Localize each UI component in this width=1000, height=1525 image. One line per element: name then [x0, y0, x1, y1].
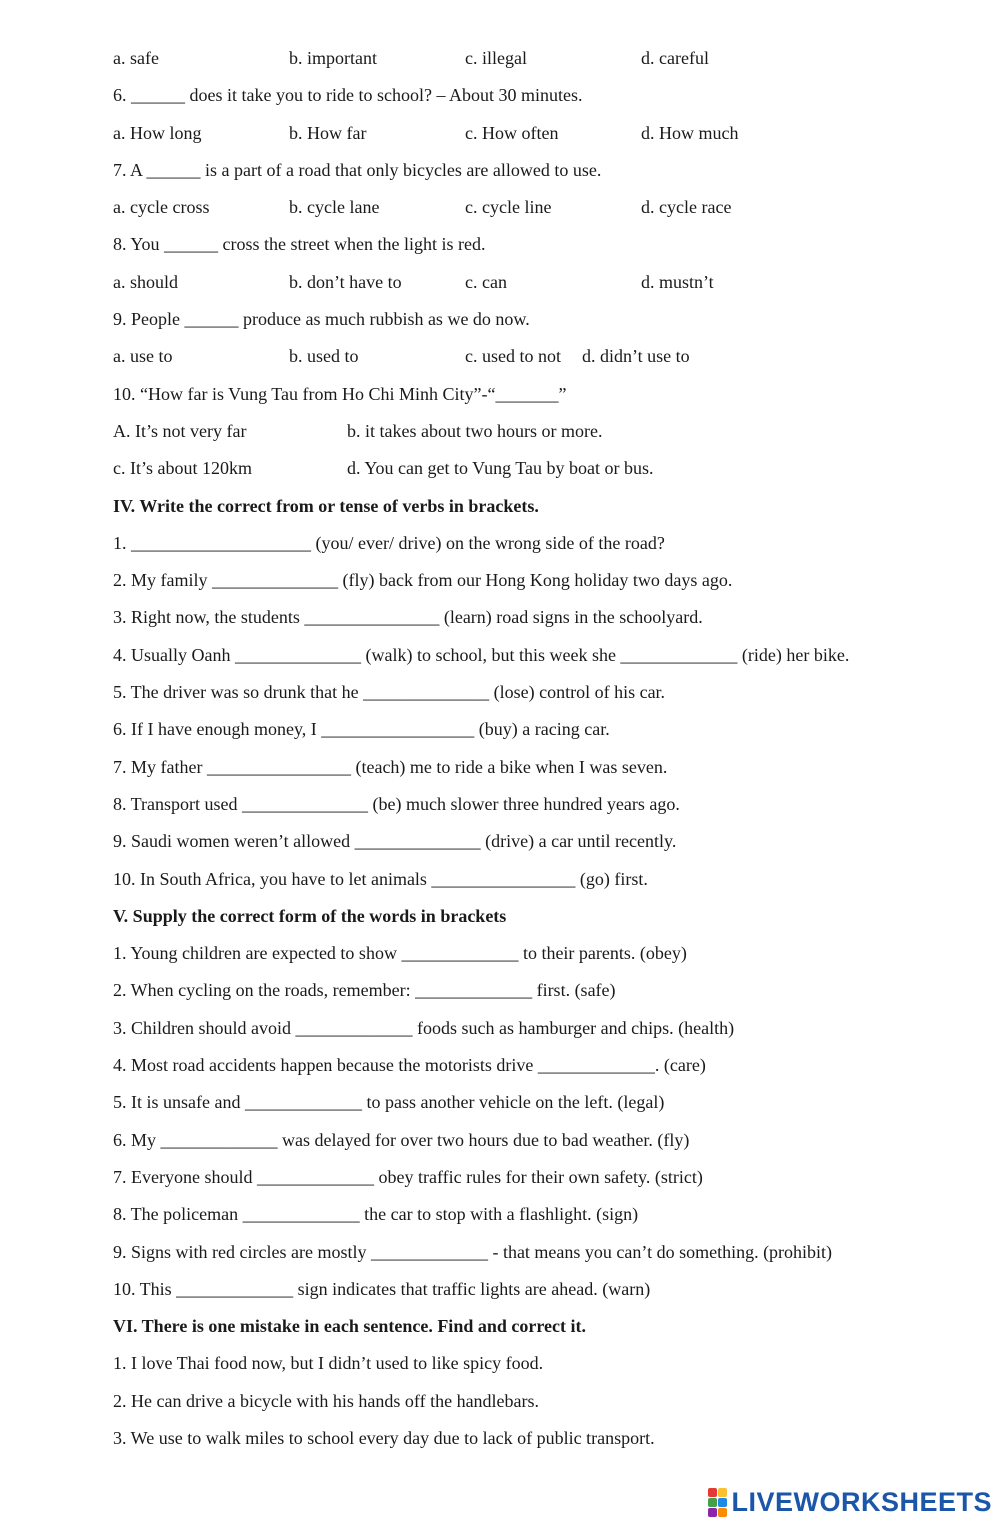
q6-options	[113, 115, 973, 152]
section-iv-item: 7. My father ________________ (teach) me to ride a bike when I was seven.	[113, 756, 668, 777]
q10-option-a: A. It’s not very far	[113, 420, 247, 441]
q9-option-a: a. use to	[113, 346, 173, 367]
section-iv-item: 10. In South Africa, you have to let animals ________________ (go) first.	[113, 868, 648, 889]
logo-square	[708, 1488, 717, 1497]
worksheet-page	[113, 40, 973, 1457]
section-v-item: 8. The policeman _____________ the car to stop with a flashlight. (sign)	[113, 1204, 639, 1225]
q10-question: 10. “How far is Vung Tau from Ho Chi Minh City”-“_______”	[113, 383, 567, 404]
section-iv-item: 2. My family ______________ (fly) back from our Hong Kong holiday two days ago.	[113, 570, 733, 591]
q10-option-c: c. It’s about 120km	[113, 458, 252, 479]
logo-square	[708, 1498, 717, 1507]
logo-square	[708, 1508, 717, 1517]
section-iv-item: 6. If I have enough money, I _________________ (buy) a racing car.	[113, 719, 610, 740]
q9-option-d: d. didn’t use to	[582, 346, 690, 367]
logo-square	[718, 1488, 727, 1497]
q5-option-b: b. important	[289, 48, 377, 68]
q5-option-a: a. safe	[113, 48, 159, 68]
q6-question: 6. ______ does it take you to ride to school? – About 30 minutes.	[113, 85, 583, 106]
q7-option-a: a. cycle cross	[113, 197, 210, 218]
logo-text: LIVEWORKSHEETS	[731, 1486, 992, 1517]
q9-option-c: c. used to not	[465, 346, 561, 367]
section-v-item: 9. Signs with red circles are mostly _____________ - that means you can’t do something. (prohibit)	[113, 1241, 833, 1262]
section-v-item: 1. Young children are expected to show _____________ to their parents. (obey)	[113, 943, 687, 964]
q9-option-b: b. used to	[289, 346, 359, 367]
section-vi-item: 1. I love Thai food now, but I didn’t used to like spicy food.	[113, 1353, 544, 1374]
q10-options-row-2	[113, 450, 973, 487]
q7-option-b: b. cycle lane	[289, 197, 380, 218]
section-v-item: 2. When cycling on the roads, remember: _____________ first. (safe)	[113, 980, 616, 1001]
q10-option-d: d. You can get to Vung Tau by boat or bus.	[347, 458, 654, 479]
q8-option-a: a. should	[113, 271, 178, 292]
q6-option-b: b. How far	[289, 122, 367, 143]
q8-question: 8. You ______ cross the street when the light is red.	[113, 234, 486, 255]
q5-options	[113, 40, 973, 77]
q10-option-b: b. it takes about two hours or more.	[347, 420, 603, 441]
q8-option-d: d. mustn’t	[641, 271, 714, 292]
q9-options	[113, 338, 973, 375]
q8-option-b: b. don’t have to	[289, 271, 402, 292]
section-iv-heading: IV. Write the correct from or tense of verbs in brackets.	[113, 495, 539, 516]
liveworksheets-logo[interactable]	[708, 1485, 992, 1519]
q6-option-d: d. How much	[641, 122, 739, 143]
section-v-heading: V. Supply the correct form of the words in brackets	[113, 905, 507, 926]
section-v-item: 3. Children should avoid _____________ foods such as hamburger and chips. (health)	[113, 1017, 735, 1038]
section-iv-item: 9. Saudi women weren’t allowed ______________ (drive) a car until recently.	[113, 831, 677, 852]
section-iv-item: 5. The driver was so drunk that he ______________ (lose) control of his car.	[113, 682, 666, 703]
q6-option-a: a. How long	[113, 122, 202, 143]
q5-option-d: d. careful	[641, 48, 709, 68]
section-v-item: 10. This _____________ sign indicates that traffic lights are ahead. (warn)	[113, 1278, 651, 1299]
section-iv-item: 1. ____________________ (you/ ever/ drive) on the wrong side of the road?	[113, 532, 665, 553]
section-vi-heading: VI. There is one mistake in each sentence. Find and correct it.	[113, 1316, 586, 1337]
logo-square	[718, 1498, 727, 1507]
section-iv-item: 8. Transport used ______________ (be) much slower three hundred years ago.	[113, 793, 680, 814]
logo-square	[718, 1508, 727, 1517]
section-v-item: 6. My _____________ was delayed for over two hours due to bad weather. (fly)	[113, 1129, 690, 1150]
section-vi-item: 2. He can drive a bicycle with his hands off the handlebars.	[113, 1390, 540, 1411]
q8-options	[113, 264, 973, 301]
section-v-item: 7. Everyone should _____________ obey traffic rules for their own safety. (strict)	[113, 1166, 703, 1187]
section-iv-item: 3. Right now, the students _______________ (learn) road signs in the schoolyard.	[113, 607, 703, 628]
q9-question: 9. People ______ produce as much rubbish as we do now.	[113, 309, 530, 330]
q7-question: 7. A ______ is a part of a road that only bicycles are allowed to use.	[113, 159, 602, 180]
q5-option-c: c. illegal	[465, 48, 527, 68]
section-v-item: 4. Most road accidents happen because the motorists drive _____________. (care)	[113, 1055, 706, 1076]
q7-option-c: c. cycle line	[465, 197, 552, 218]
logo-mark-icon	[708, 1488, 727, 1517]
section-iv-item: 4. Usually Oanh ______________ (walk) to school, but this week she _____________ (ride) her bike.	[113, 644, 850, 665]
q10-options-row-1	[113, 413, 973, 450]
q6-option-c: c. How often	[465, 122, 559, 143]
section-v-item: 5. It is unsafe and _____________ to pass another vehicle on the left. (legal)	[113, 1092, 665, 1113]
q7-options	[113, 189, 973, 226]
q8-option-c: c. can	[465, 271, 507, 292]
section-vi-item: 3. We use to walk miles to school every day due to lack of public transport.	[113, 1427, 655, 1448]
q7-option-d: d. cycle race	[641, 197, 732, 218]
